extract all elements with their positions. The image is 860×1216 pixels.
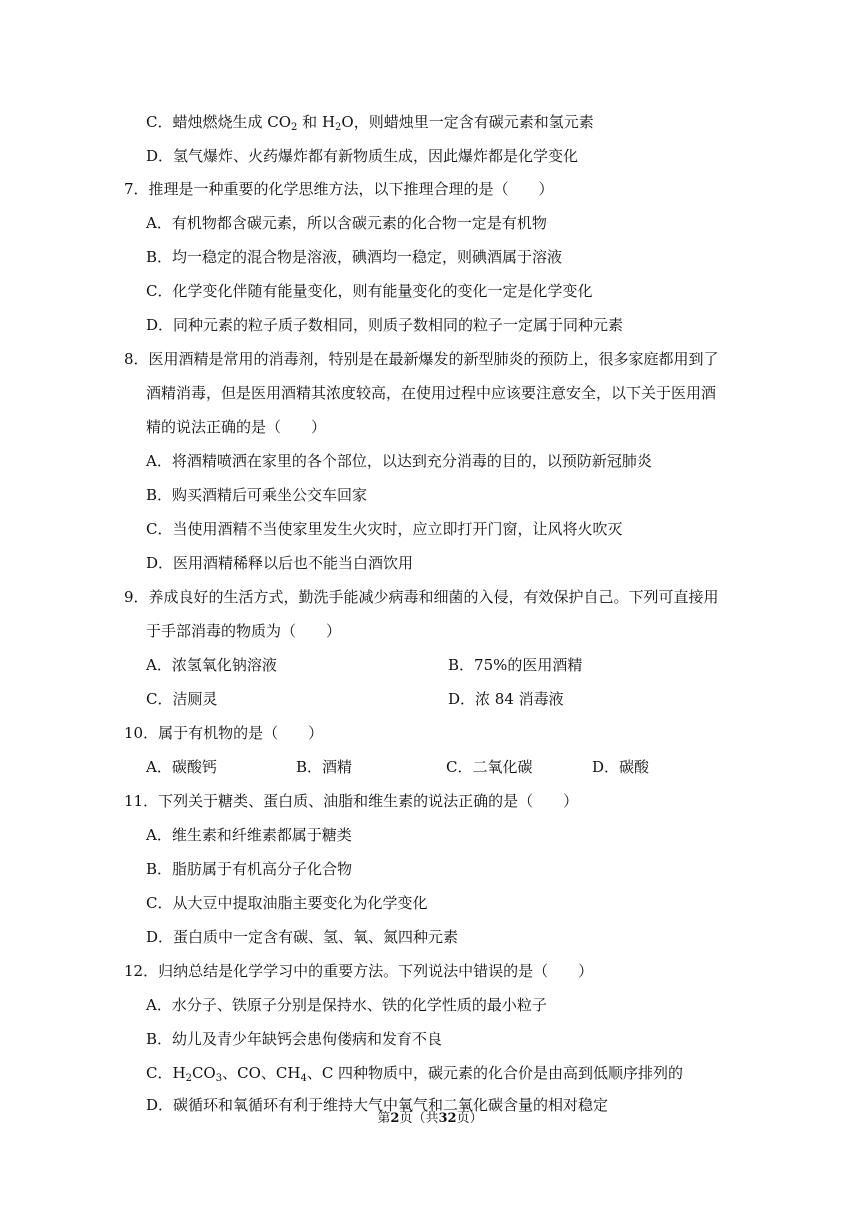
footer-suffix: 页）	[456, 1111, 483, 1126]
text-run: A．浓氢氧化钠溶液	[146, 656, 277, 674]
footer-middle: 页（共	[399, 1111, 439, 1126]
text-run: C．化学变化伴随有能量变化，则有能量变化的变化一定是化学变化	[146, 282, 593, 300]
question-line	[124, 791, 578, 811]
question-line	[146, 383, 716, 403]
text-run: D．医用酒精稀释以后也不能当白酒饮用	[146, 554, 414, 572]
text-run: B．脂肪属于有机高分子化合物	[146, 860, 353, 878]
subscript: 2	[335, 122, 342, 133]
option-line	[448, 655, 582, 675]
text-run: O，则蜡烛里一定含有碳元素和氢元素	[341, 113, 594, 131]
text-run: A．水分子、铁原子分别是保持水、铁的化学性质的最小粒子	[146, 996, 547, 1014]
text-run: B．购买酒精后可乘坐公交车回家	[146, 486, 368, 504]
text-run: 7．推理是一种重要的化学思维方法，以下推理合理的是（ ）	[124, 180, 554, 198]
text-run: 8．医用酒精是常用的消毒剂，特别是在最新爆发的新型肺炎的预防上，很多家庭都用到了	[124, 350, 719, 368]
question-line	[124, 723, 323, 743]
option-line	[146, 825, 352, 845]
text-run: A．有机物都含碳元素，所以含碳元素的化合物一定是有机物	[146, 214, 547, 232]
option-line	[146, 553, 413, 573]
text-run: D．浓 84 消毒液	[448, 690, 564, 708]
text-run: C．二氧化碳	[446, 758, 533, 776]
text-run: C．蜡烛燃烧生成 CO	[146, 113, 292, 131]
text-run: 10．属于有机物的是（ ）	[124, 724, 324, 742]
option-line	[146, 893, 427, 913]
option-line	[146, 519, 622, 539]
option-line	[146, 927, 458, 947]
text-run: D．同种元素的粒子质子数相同，则质子数相同的粒子一定属于同种元素	[146, 316, 624, 334]
text-run: B．75%的医用酒精	[448, 656, 583, 674]
question-line	[146, 621, 341, 641]
option-line	[146, 485, 367, 505]
text-run: CO	[191, 1064, 216, 1082]
footer-total-pages: 32	[438, 1111, 457, 1126]
text-run: 12．归纳总结是化学学习中的重要方法。下列说法中错误的是（ ）	[124, 962, 594, 980]
footer-page-number: 2	[390, 1111, 400, 1126]
option-line	[146, 757, 217, 777]
text-run: B．均一稳定的混合物是溶液，碘酒均一稳定，则碘酒属于溶液	[146, 248, 563, 266]
footer-prefix: 第	[377, 1111, 391, 1126]
question-line	[124, 961, 593, 981]
option-line	[446, 757, 532, 777]
option-line	[146, 655, 277, 675]
question-line	[124, 587, 719, 607]
option-line	[296, 757, 352, 777]
subscript: 2	[291, 122, 298, 133]
text-run: C．洁厕灵	[146, 690, 218, 708]
option-line	[448, 689, 564, 709]
text-run: 酒精消毒，但是医用酒精其浓度较高，在使用过程中应该要注意安全，以下关于医用酒	[146, 384, 717, 402]
option-line	[146, 859, 352, 879]
text-run: B．幼儿及青少年缺钙会患佝偻病和发育不良	[146, 1030, 443, 1048]
option-line	[146, 281, 592, 301]
text-run: B．酒精	[296, 758, 353, 776]
text-run: C．H	[146, 1064, 186, 1082]
subscript: 2	[185, 1073, 192, 1084]
text-run: D．碳循环和氧循环有利于维持大气中氧气和二氧化碳含量的相对稳定	[146, 1096, 609, 1114]
option-line	[146, 112, 594, 132]
text-run: D．碳酸	[592, 758, 650, 776]
text-run: A．维生素和纤维素都属于糖类	[146, 826, 352, 844]
text-run: 精的说法正确的是（ ）	[146, 418, 327, 436]
text-run: 、CO、CH	[222, 1064, 301, 1082]
option-line	[146, 451, 652, 471]
text-run: 于手部消毒的物质为（ ）	[146, 622, 342, 640]
text-run: C．从大豆中提取油脂主要变化为化学变化	[146, 894, 428, 912]
page-footer	[0, 1110, 860, 1128]
text-run: D．氢气爆炸、火药爆炸都有新物质生成，因此爆炸都是化学变化	[146, 147, 579, 165]
option-line	[146, 247, 562, 267]
option-line	[146, 315, 623, 335]
text-run: D．蛋白质中一定含有碳、氢、氧、氮四种元素	[146, 928, 459, 946]
text-run: A．将酒精喷洒在家里的各个部位，以达到充分消毒的目的，以预防新冠肺炎	[146, 452, 652, 470]
text-run: 11．下列关于糖类、蛋白质、油脂和维生素的说法正确的是（ ）	[124, 792, 579, 810]
option-line	[146, 1063, 683, 1083]
option-line	[592, 757, 649, 777]
question-line	[124, 349, 719, 369]
text-run: 和 H	[297, 113, 336, 131]
text-run: 9．养成良好的生活方式，勤洗手能减少病毒和细菌的入侵，有效保护自己。下列可直接用	[124, 588, 719, 606]
question-line	[146, 417, 326, 437]
text-run: 、C 四种物质中，碳元素的化合价是由高到低顺序排列的	[306, 1064, 684, 1082]
option-line	[146, 995, 547, 1015]
option-line	[146, 689, 217, 709]
option-line	[146, 146, 578, 166]
subscript: 4	[300, 1073, 307, 1084]
option-line	[146, 1029, 442, 1049]
question-line	[124, 179, 554, 199]
text-run: C．当使用酒精不当使家里发生火灾时，应立即打开门窗，让风将火吹灭	[146, 520, 623, 538]
subscript: 3	[215, 1073, 223, 1084]
text-run: A．碳酸钙	[146, 758, 217, 776]
option-line	[146, 213, 547, 233]
